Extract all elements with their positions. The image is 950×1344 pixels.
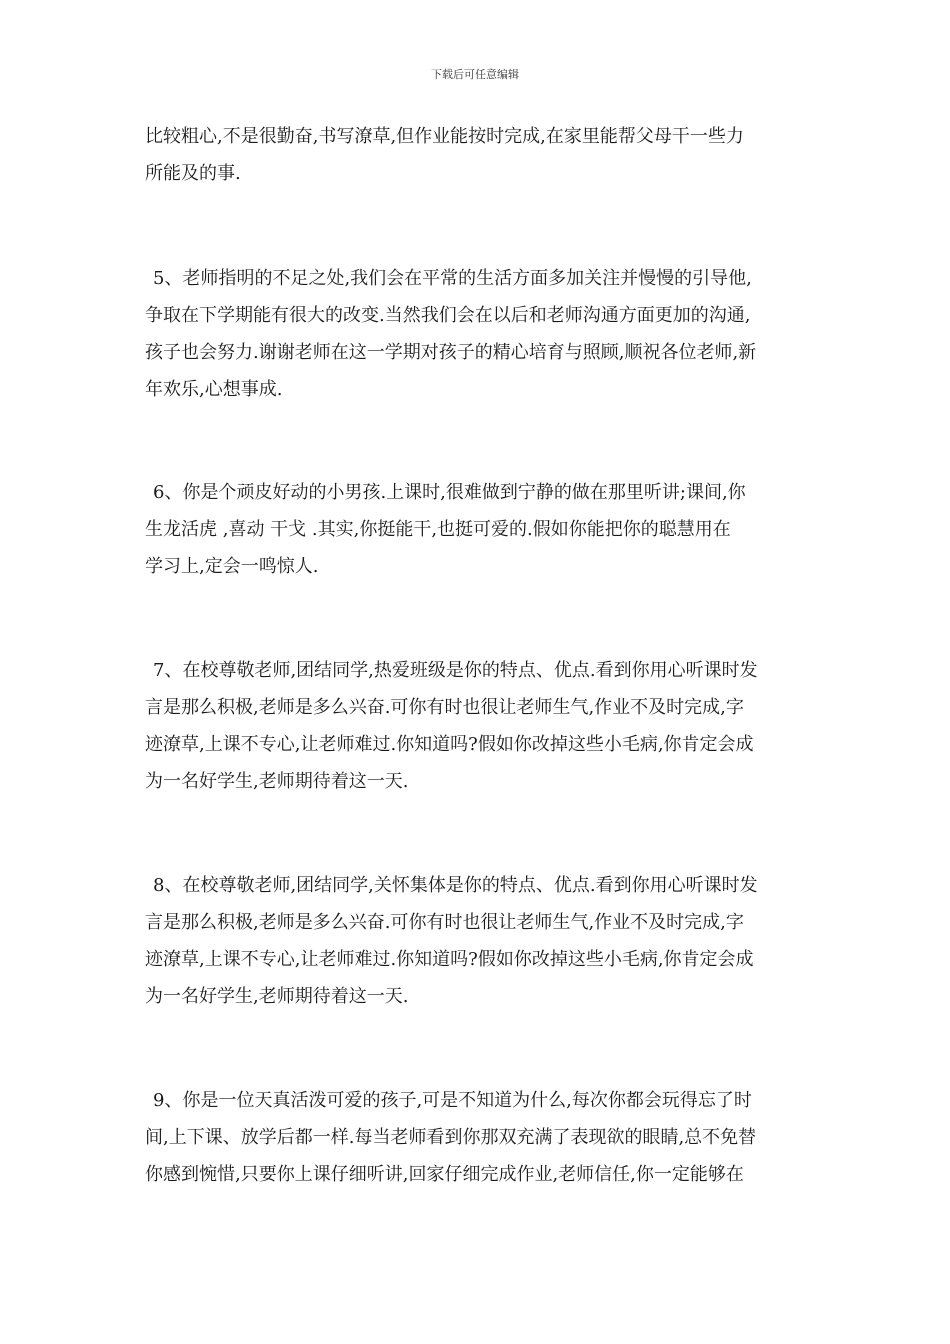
text-line: 9、你是一位天真活泼可爱的孩子,可是不知道为什么,每次你都会玩得忘了时	[153, 1090, 752, 1111]
text-line: 言是那么积极,老师是多么兴奋.可你有时也很让老师生气,作业不及时完成,字	[145, 912, 744, 933]
paragraph-item-7	[145, 652, 810, 800]
text-line: 言是那么积极,老师是多么兴奋.可你有时也很让老师生气,作业不及时完成,字	[145, 697, 744, 718]
text-line: 迹潦草,上课不专心,让老师难过.你知道吗?假如你改掉这些小毛病,你肯定会成	[145, 734, 754, 755]
text-line: 所能及的事.	[145, 163, 241, 184]
text-line: 年欢乐,心想事成.	[145, 379, 283, 400]
text-line: 间,上下课、放学后都一样.每当老师看到你那双充满了表现欲的眼睛,总不免替	[145, 1127, 757, 1148]
text-line: 7、在校尊敬老师,团结同学,热爱班级是你的特点、优点.看到你用心听课时发	[153, 660, 758, 681]
paragraph-item-9	[145, 1082, 810, 1193]
text-line: 5、老师指明的不足之处,我们会在平常的生活方面多加关注并慢慢的引导他,	[153, 268, 752, 289]
text-line: 争取在下学期能有很大的改变.当然我们会在以后和老师沟通方面更加的沟通,	[145, 305, 751, 326]
paragraph-item-5	[145, 260, 810, 408]
text-line: 孩子也会努力.谢谢老师在这一学期对孩子的精心培育与照顾,顺祝各位老师,新	[145, 342, 757, 363]
text-line: 比较粗心,不是很勤奋,书写潦草,但作业能按时完成,在家里能帮父母干一些力	[145, 126, 744, 147]
text-line: 你感到惋惜,只要你上课仔细听讲,回家仔细完成作业,老师信任,你一定能够在	[145, 1164, 744, 1185]
text-line: 为一名好学生,老师期待着这一天.	[145, 771, 409, 792]
text-line: 为一名好学生,老师期待着这一天.	[145, 986, 409, 1007]
page-header: 下载后可任意编辑	[431, 68, 519, 81]
paragraph-continuation	[145, 118, 810, 192]
text-line: 生龙活虎 ,喜动 干戈 .其实,你挺能干,也挺可爱的.假如你能把你的聪慧用在	[145, 519, 731, 540]
text-line: 学习上,定会一鸣惊人.	[145, 556, 319, 577]
text-line: 8、在校尊敬老师,团结同学,关怀集体是你的特点、优点.看到你用心听课时发	[153, 875, 758, 896]
text-line: 迹潦草,上课不专心,让老师难过.你知道吗?假如你改掉这些小毛病,你肯定会成	[145, 949, 754, 970]
paragraph-item-8	[145, 867, 810, 1015]
paragraph-item-6	[145, 474, 810, 585]
text-line: 6、你是个顽皮好动的小男孩.上课时,很难做到宁静的做在那里听讲;课间,你	[153, 482, 746, 503]
